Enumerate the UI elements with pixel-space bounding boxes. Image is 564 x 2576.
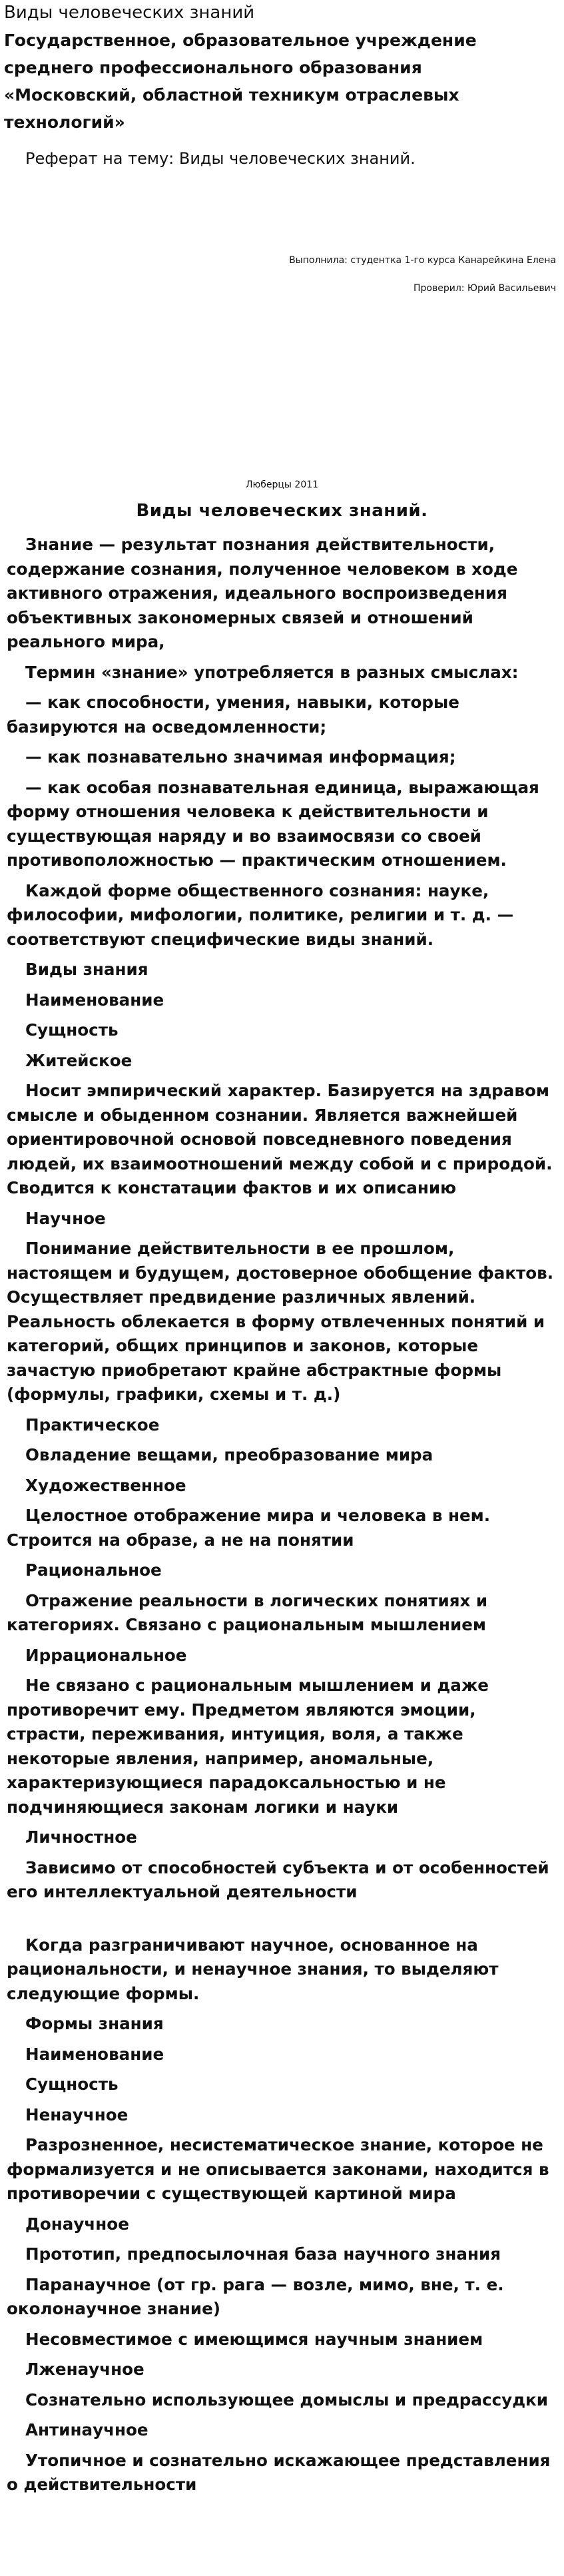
term-label: Донаучное	[25, 2214, 129, 2234]
term-label: Прототип, предпосылочная база научного знания	[25, 2244, 501, 2264]
paragraph: Знание — результат познания действительности, содержание сознания, полученное человеком в ходе активного отражения, идеального воспроизведения объективных закономерных связей и отношений реального мира,	[7, 535, 518, 651]
city-year: Люберцы 2011	[245, 480, 319, 490]
paragraph: — как особая познавательная единица, выражающая форму отношения человека к действительности и существующая наряду и во взаимосвязи со своей противоположностью — практическим отношением.	[7, 777, 539, 870]
term-label: Сущность	[25, 2075, 119, 2094]
term-label: Антинаучное	[25, 2420, 148, 2439]
term-label: Виды знания	[25, 960, 148, 979]
term-label: Сознательно использующее домыслы и предрассудки	[25, 2390, 548, 2410]
author-line: Выполнила: студентка 1-го курса Канарейкина Елена	[289, 255, 556, 266]
term-label: Наименование	[25, 990, 164, 1010]
term-label: Ненаучное	[25, 2104, 129, 2124]
term-label: Формы знания	[25, 2014, 164, 2033]
term-label: Лженаучное	[25, 2360, 144, 2379]
term-label: Научное	[25, 1208, 106, 1228]
term-label: Наименование	[25, 2044, 164, 2064]
reviewer-line: Проверил: Юрий Васильевич	[413, 283, 556, 294]
spacer	[7, 1911, 556, 1933]
paragraph: Понимание действительности в ее прошлом, настоящем и будущем, достоверное обобщение фактов. Осуществляет предвидение различных явлений. Реальность облекается в форму отвлеченных понятий и категорий, общих принципов и законов, которые зачастую приобретают крайне абстрактные формы (формулы, графики, схемы и т. д.)	[7, 1239, 554, 1404]
paragraph: Паранаучное (от гр. рага — возле, мимо, вне, т. е. околонаучное знание)	[7, 2274, 504, 2318]
paragraph: Отражение реальности в логических понятиях и категориях. Связано с рациональным мышлением	[7, 1590, 488, 1634]
paragraph: — как познавательно значимая информация;	[25, 747, 456, 767]
paragraph: Разрозненное, несистематическое знание, которое не формализуется и не описывается законами, находится в противоречии с существующей картиной мира	[7, 2135, 549, 2203]
term-label: Личностное	[25, 1827, 137, 1847]
essay-heading: Виды человеческих знаний.	[136, 501, 428, 521]
paragraph: Целостное отображение мира и человека в нем. Строится на образе, а не на понятии	[7, 1506, 491, 1550]
institution-name: Государственное, образовательное учреждение среднего профессионального образования «Московский, областной техникум отраслевых технологий»	[4, 31, 477, 132]
referat-topic: Реферат на тему: Виды человеческих знаний.	[25, 149, 416, 168]
term-label: Сущность	[25, 1020, 119, 1040]
term-label: Рациональное	[25, 1560, 162, 1580]
term-label: Несовместимое с имеющимся научным знанием	[25, 2329, 483, 2349]
paragraph: Зависимо от способностей субъекта и от особенностей его интеллектуальной деятельности	[7, 1857, 549, 1901]
paragraph: Когда разграничивают научное, основанное на рациональности, и ненаучное знания, то выделяют следующие формы.	[7, 1935, 499, 2003]
term-label: Житейское	[25, 1050, 133, 1070]
term-label: Художественное	[25, 1475, 186, 1495]
term-label: Практическое	[25, 1415, 160, 1435]
term-label: Иррациональное	[25, 1645, 187, 1665]
essay-body	[7, 533, 556, 2503]
document-title: Виды человеческих знаний	[4, 3, 255, 23]
paragraph: — как способности, умения, навыки, которые базируются на осведомленности;	[7, 693, 459, 737]
paragraph: Носит эмпирический характер. Базируется на здравом смысле и обыденном сознании. Является важнейшей ориентировочной основой повседневного поведения людей, их взаимоотношений между собой и с природой. Сводится к констатации фактов и их описанию	[7, 1081, 553, 1197]
paragraph: Утопичное и сознательно искажающее представления о действительности	[7, 2450, 551, 2494]
term-label: Овладение вещами, преобразование мира	[25, 1445, 433, 1464]
paragraph: Термин «знание» употребляется в разных смыслах:	[25, 662, 519, 682]
paragraph: Не связано с рациональным мышлением и даже противоречит ему. Предметом являются эмоции, страсти, переживания, интуиция, воля, а также некоторые явления, например, аномальные, характеризующиеся парадоксальностью и не подчиняющиеся законам логики и науки	[7, 1676, 489, 1817]
paragraph: Каждой форме общественного сознания: науке, философии, мифологии, политике, религии и т. д. — соответствуют специфические виды знаний.	[7, 880, 514, 949]
